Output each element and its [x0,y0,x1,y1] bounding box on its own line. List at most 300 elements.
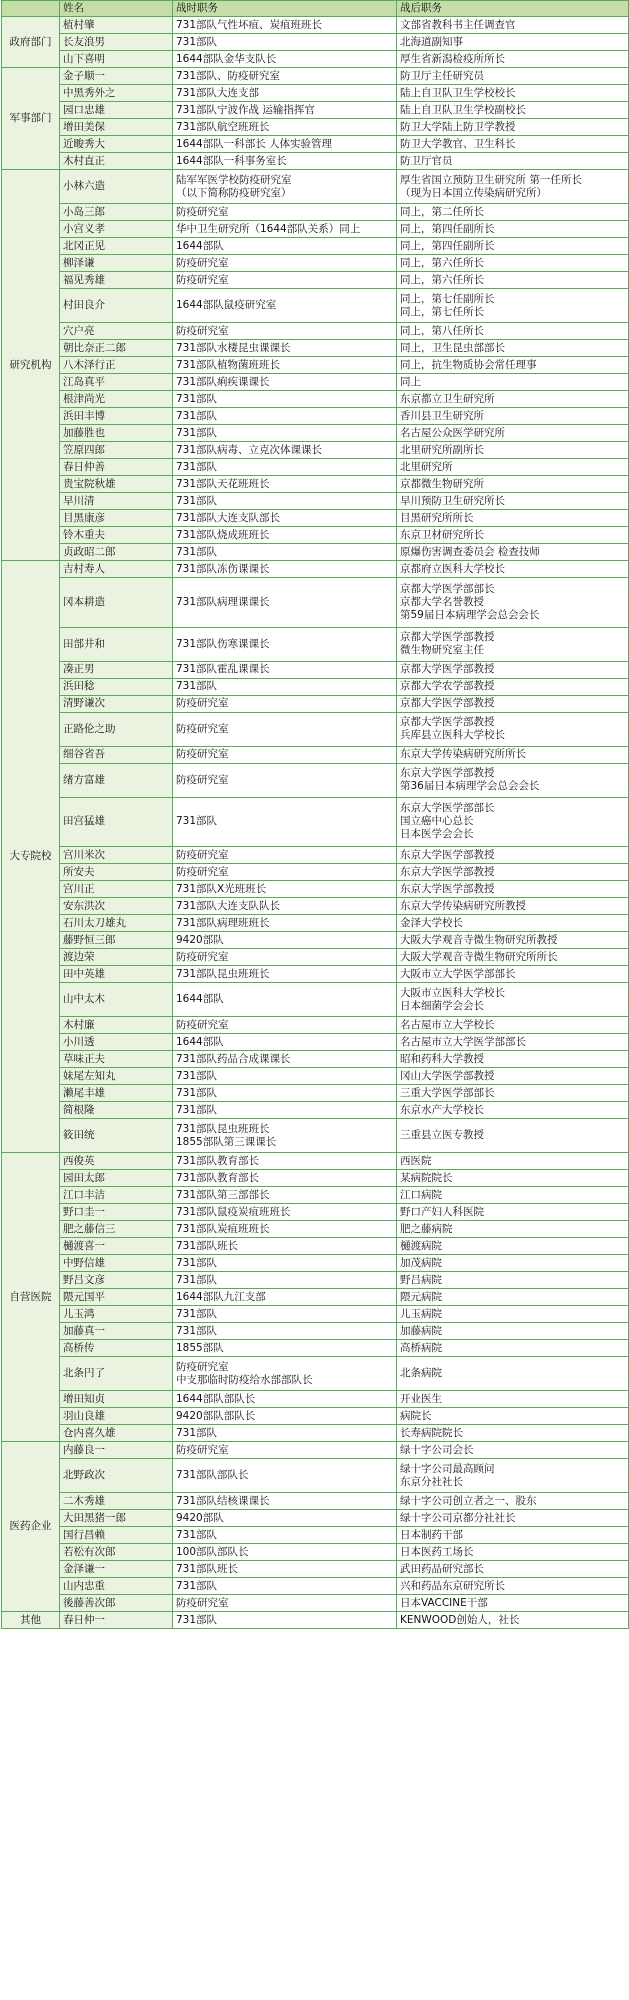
name-cell: 仓内喜久雄 [60,1425,173,1442]
wartime-post-cell [173,68,397,85]
postwar-post-line: 加茂病院 [400,1256,442,1269]
postwar-post-cell [397,1340,629,1357]
wartime-post-cell [173,238,397,255]
table-row [2,527,629,544]
wartime-post-line: 731部队部队长 [176,1469,249,1481]
table-row [2,627,629,661]
name-cell: 肥之藤信三 [60,1221,173,1238]
postwar-post-line: （现为日本国立传染病研究所） [400,186,547,199]
table-row [2,1255,629,1272]
wartime-post-line: 731部队航空班班长 [176,120,270,133]
wartime-post-cell [173,1357,397,1391]
wartime-post-cell [173,374,397,391]
wartime-post-cell [173,510,397,527]
postwar-post-line: 厚生省国立预防卫生研究所 第一任所长 [400,173,582,186]
category-cell: 医药企业 [2,1442,60,1612]
wartime-post-cell [173,1034,397,1051]
postwar-post-cell [397,561,629,578]
name-cell: 浜田丰博 [60,408,173,425]
wartime-post-cell [173,544,397,561]
wartime-post-cell [173,1612,397,1629]
wartime-post-line: 防疫研究室 [176,205,229,218]
postwar-post-cell [397,1255,629,1272]
wartime-post-line: 731部队、防疫研究室 [176,69,281,82]
name-cell: 正路伦之助 [60,712,173,746]
postwar-post-line: 昭和药科大学教授 [400,1052,484,1065]
wartime-post-line: 731部队 [176,1579,218,1592]
table-row [2,561,629,578]
name-cell: 江岛真平 [60,374,173,391]
name-cell: 野吕文彦 [60,1272,173,1289]
table-row [2,51,629,68]
name-cell: 藤野恒三郎 [60,932,173,949]
wartime-post-line: 1644部队 [176,993,224,1005]
wartime-post-line: 731部队霍乱课课长 [176,663,270,675]
wartime-post-cell [173,408,397,425]
postwar-post-line: 防卫大学陆上防卫学教授 [400,120,516,133]
postwar-post-cell [397,204,629,221]
wartime-post-line: 中支那临时防疫给水部部队长 [176,1373,313,1386]
table-row [2,136,629,153]
table-row [2,1306,629,1323]
wartime-post-cell [173,289,397,323]
postwar-post-line: 目黑研究所所长 [400,511,474,524]
postwar-post-cell [397,153,629,170]
postwar-post-line: 东京大学医学部教授 [400,882,495,895]
wartime-post-cell [173,340,397,357]
postwar-post-cell [397,459,629,476]
table-row [2,476,629,493]
postwar-post-line: KENWOOD创始人，社长 [400,1613,520,1626]
name-cell: 细谷省吾 [60,746,173,763]
postwar-post-line: 樋渡病院 [400,1239,442,1252]
table-row [2,797,629,847]
postwar-post-line: 京都大学医学部教授 [400,663,495,675]
postwar-post-line: 名古屋公众医学研究所 [400,426,505,439]
wartime-post-line: 100部队部队长 [176,1545,249,1558]
postwar-post-cell [397,1272,629,1289]
personnel-table [1,0,629,1629]
header-name: 姓名 [60,1,173,17]
wartime-post-cell [173,1561,397,1578]
postwar-post-line: 某病院院长 [400,1171,453,1184]
postwar-post-cell [397,323,629,340]
postwar-post-line: 儿玉病院 [400,1307,442,1320]
table-row [2,932,629,949]
postwar-post-cell [397,627,629,661]
postwar-post-cell [397,340,629,357]
wartime-post-cell [173,1051,397,1068]
wartime-post-cell [173,425,397,442]
postwar-post-line: 隈元病院 [400,1290,442,1303]
table-row [2,170,629,204]
postwar-post-cell [397,1425,629,1442]
postwar-post-line: 野口产妇人科医院 [400,1205,484,1218]
table-row [2,34,629,51]
wartime-post-cell [173,476,397,493]
postwar-post-line: 同上 [400,375,421,388]
postwar-post-line: 京都大学医学部部长 [400,582,495,595]
postwar-post-line: 野吕病院 [400,1273,442,1286]
postwar-post-cell [397,1493,629,1510]
postwar-post-cell [397,255,629,272]
wartime-post-line: 731部队烧成班班长 [176,528,270,541]
wartime-post-cell [173,17,397,34]
wartime-post-cell [173,1442,397,1459]
name-cell: 凑正男 [60,661,173,678]
wartime-post-line: 731部队 [176,1256,218,1269]
table-row [2,746,629,763]
postwar-post-cell [397,932,629,949]
name-cell: 早川清 [60,493,173,510]
table-row [2,102,629,119]
wartime-post-cell [173,527,397,544]
wartime-post-cell [173,1238,397,1255]
wartime-post-line: 防疫研究室 [176,722,229,735]
postwar-post-cell [397,712,629,746]
postwar-post-cell [397,493,629,510]
wartime-post-line: 防疫研究室 [176,748,229,760]
postwar-post-line: 日本医药工场长 [400,1545,474,1558]
wartime-post-cell [173,1578,397,1595]
postwar-post-line: 同上，第四任副所长 [400,222,495,235]
postwar-post-line: 同上，第八任所长 [400,324,484,337]
name-cell: 野口圭一 [60,1204,173,1221]
wartime-post-cell [173,1510,397,1527]
wartime-post-line: 731部队病理课课长 [176,595,270,608]
name-cell: 羽山良雄 [60,1408,173,1425]
name-cell: 筱田统 [60,1119,173,1153]
table-row [2,1408,629,1425]
table-row [2,712,629,746]
name-cell: 村田良介 [60,289,173,323]
name-cell: 柳泽谦 [60,255,173,272]
postwar-post-cell [397,1391,629,1408]
wartime-post-cell [173,323,397,340]
postwar-post-cell [397,1085,629,1102]
wartime-post-cell [173,34,397,51]
postwar-post-cell [397,578,629,628]
wartime-post-cell [173,85,397,102]
postwar-post-line: 绿十字公司会长 [400,1443,474,1456]
name-cell: 中黑秀外之 [60,85,173,102]
table-row [2,898,629,915]
name-cell: 八木泽行正 [60,357,173,374]
wartime-post-cell [173,1272,397,1289]
wartime-post-line: 1644部队一科事务室长 [176,154,287,167]
postwar-post-cell [397,238,629,255]
wartime-post-cell [173,1017,397,1034]
wartime-post-cell [173,1459,397,1493]
wartime-post-line: 防疫研究室 [176,1443,229,1456]
wartime-post-line: 731部队鼠疫炭疽班班长 [176,1205,291,1218]
postwar-post-line: 北海道副知事 [400,35,463,48]
postwar-post-line: 京都微生物研究所 [400,477,484,490]
wartime-post-cell [173,102,397,119]
wartime-post-line: 1644部队 [176,1035,224,1048]
postwar-post-line: 防卫厅官员 [400,154,453,167]
postwar-post-line: 大阪市立医科大学校长 [400,986,505,999]
wartime-post-line: 1644部队部队长 [176,1392,256,1405]
postwar-post-cell [397,357,629,374]
table-row [2,238,629,255]
table-row [2,153,629,170]
wartime-post-cell [173,221,397,238]
wartime-post-line: 731部队植物菌班班长 [176,358,281,371]
postwar-post-cell [397,1408,629,1425]
postwar-post-line: 微生物研究室主任 [400,644,484,656]
table-row [2,1289,629,1306]
postwar-post-cell [397,763,629,797]
wartime-post-line: 731部队 [176,545,218,558]
postwar-post-cell [397,1119,629,1153]
postwar-post-cell [397,966,629,983]
wartime-post-line: 731部队水棲昆虫课课长 [176,341,291,354]
postwar-post-cell [397,170,629,204]
table-row [2,763,629,797]
postwar-post-line: 文部省教科书主任调查官 [400,18,516,31]
category-cell: 研究机构 [2,170,60,561]
postwar-post-cell [397,1153,629,1170]
wartime-post-cell [173,864,397,881]
wartime-post-cell [173,983,397,1017]
table-row [2,1238,629,1255]
postwar-post-line: 日本医学会会长 [400,828,474,841]
wartime-post-line: 731部队X光班班长 [176,882,267,895]
postwar-post-line: 名古屋市立大学校长 [400,1018,495,1031]
postwar-post-line: 京都大学农学部教授 [400,680,495,692]
wartime-post-cell [173,119,397,136]
wartime-post-line: 731部队班长 [176,1562,239,1575]
postwar-post-cell [397,1306,629,1323]
table-row [2,17,629,34]
postwar-post-line: 北条病院 [400,1367,442,1379]
wartime-post-line: 731部队大连支部 [176,86,260,99]
postwar-post-cell [397,1204,629,1221]
postwar-post-cell [397,442,629,459]
wartime-post-line: 731部队气性坏疽、炭疽班班长 [176,18,323,31]
postwar-post-line: 第36届日本病理学会总会会长 [400,780,540,792]
wartime-post-cell [173,1408,397,1425]
postwar-post-line: 东京大学传染病研究所所长 [400,748,526,760]
postwar-post-line: 兴和药品东京研究所长 [400,1579,505,1592]
postwar-post-line: 日本细菌学会会长 [400,999,484,1012]
wartime-post-line: 731部队炭疽班班长 [176,1222,270,1235]
table-row [2,1187,629,1204]
postwar-post-line: 江口病院 [400,1188,442,1201]
wartime-post-line: 731部队大连支队队长 [176,899,281,912]
postwar-post-cell [397,1221,629,1238]
wartime-post-cell [173,272,397,289]
table-row [2,1578,629,1595]
table-row [2,1340,629,1357]
postwar-post-line: 东京卫材研究所长 [400,528,484,541]
postwar-post-line: 日本制药干部 [400,1528,463,1541]
wartime-post-cell [173,966,397,983]
postwar-post-line: 同上，抗生物质协会常任理事 [400,358,537,371]
wartime-post-line: 731部队冻伤课课长 [176,562,270,575]
postwar-post-line: 国立癌中心总长 [400,815,474,828]
table-row [2,678,629,695]
table-row [2,915,629,932]
postwar-post-cell [397,864,629,881]
wartime-post-line: 1644部队金华支队长 [176,52,277,65]
wartime-post-cell [173,1289,397,1306]
category-cell: 政府部门 [2,17,60,68]
table-row [2,1170,629,1187]
name-cell: 根津尚光 [60,391,173,408]
wartime-post-cell [173,881,397,898]
category-cell: 大专院校 [2,561,60,1153]
postwar-post-cell [397,102,629,119]
name-cell: 隈元国平 [60,1289,173,1306]
category-cell: 军事部门 [2,68,60,170]
category-cell: 自营医院 [2,1153,60,1442]
wartime-post-cell [173,578,397,628]
name-cell: 近畯秀大 [60,136,173,153]
wartime-post-line: 防疫研究室 [176,1360,229,1373]
postwar-post-cell [397,881,629,898]
table-row [2,1272,629,1289]
wartime-post-line: 陆军军医学校防疫研究室 [176,173,292,186]
wartime-post-line: 731部队药品合成课课长 [176,1052,291,1065]
postwar-post-cell [397,408,629,425]
name-cell: 儿玉鸿 [60,1306,173,1323]
wartime-post-line: 731部队伤寒课课长 [176,637,270,650]
name-cell: 妹尾左知丸 [60,1068,173,1085]
header-wartime-post: 战时职务 [173,1,397,17]
postwar-post-cell [397,289,629,323]
name-cell: 山下喜明 [60,51,173,68]
wartime-post-cell [173,170,397,204]
table-row [2,1085,629,1102]
postwar-post-cell [397,374,629,391]
name-cell: 增田美保 [60,119,173,136]
postwar-post-line: 病院长 [400,1409,432,1422]
wartime-post-line: 731部队教育部长 [176,1171,260,1184]
postwar-post-cell [397,51,629,68]
wartime-post-cell [173,51,397,68]
postwar-post-line: 大阪大学观音寺微生物研究所教授 [400,933,558,946]
wartime-post-line: 731部队 [176,494,218,507]
wartime-post-cell [173,1068,397,1085]
wartime-post-line: 9420部队 [176,1511,224,1524]
wartime-post-line: 防疫研究室 [176,256,229,269]
wartime-post-cell [173,797,397,847]
wartime-post-line: 9420部队 [176,933,224,946]
wartime-post-line: 1855部队第三课课长 [176,1135,277,1148]
wartime-post-cell [173,712,397,746]
name-cell: 内藤良一 [60,1442,173,1459]
wartime-post-line: （以下简称防疫研究室） [176,186,292,199]
name-cell: 金子顺一 [60,68,173,85]
name-cell: 春日仲一 [60,1612,173,1629]
table-row [2,374,629,391]
name-cell: 北条円了 [60,1357,173,1391]
wartime-post-cell [173,1340,397,1357]
wartime-post-line: 731部队 [176,1426,218,1439]
name-cell: 二木秀雄 [60,1493,173,1510]
table-row [2,661,629,678]
postwar-post-line: 武田药品研究部长 [400,1562,484,1575]
postwar-post-line: 高桥病院 [400,1341,442,1354]
table-row [2,357,629,374]
wartime-post-line: 731部队 [176,409,218,422]
postwar-post-line: 京都大学医学部教授 [400,716,495,728]
postwar-post-cell [397,272,629,289]
name-cell: 濑尾丰雄 [60,1085,173,1102]
table-row [2,1017,629,1034]
postwar-post-cell [397,1102,629,1119]
postwar-post-cell [397,1544,629,1561]
postwar-post-line: 肥之藤病院 [400,1222,453,1235]
postwar-post-line: 西医院 [400,1154,432,1167]
wartime-post-cell [173,493,397,510]
wartime-post-line: 731部队教育部长 [176,1154,260,1167]
wartime-post-line: 华中卫生研究所（1644部队关系）同上 [176,222,361,235]
name-cell: 江口丰洁 [60,1187,173,1204]
postwar-post-line: 同上，第七任所长 [400,305,484,318]
name-cell: 木村廉 [60,1017,173,1034]
table-row [2,544,629,561]
postwar-post-line: 名古屋市立大学医学部部长 [400,1035,526,1048]
postwar-post-cell [397,898,629,915]
table-row [2,68,629,85]
wartime-post-cell [173,695,397,712]
postwar-post-line: 同上，第二任所长 [400,205,484,218]
postwar-post-cell [397,425,629,442]
table-row [2,966,629,983]
postwar-post-line: 三重县立医专教授 [400,1129,484,1141]
postwar-post-cell [397,544,629,561]
wartime-post-line: 731部队结核课课长 [176,1494,270,1507]
postwar-post-line: 京都大学名誉教授 [400,595,484,608]
wartime-post-line: 防疫研究室 [176,848,229,861]
wartime-post-line: 1644部队九江支部 [176,1290,266,1303]
postwar-post-line: 东京大学医学部教授 [400,848,495,861]
postwar-post-cell [397,847,629,864]
table-row [2,1527,629,1544]
name-cell: 浜田稔 [60,678,173,695]
name-cell: 高桥传 [60,1340,173,1357]
name-cell: 渡边荣 [60,949,173,966]
postwar-post-cell [397,1595,629,1612]
wartime-post-line: 防疫研究室 [176,865,229,878]
table-row [2,510,629,527]
table-row [2,1544,629,1561]
postwar-post-cell [397,476,629,493]
name-cell: 福见秀雄 [60,272,173,289]
wartime-post-line: 731部队第三部部长 [176,1188,270,1201]
postwar-post-cell [397,1017,629,1034]
postwar-post-cell [397,85,629,102]
wartime-post-line: 防疫研究室 [176,273,229,286]
wartime-post-cell [173,1595,397,1612]
wartime-post-cell [173,898,397,915]
wartime-post-line: 731部队昆虫班班长 [176,1122,270,1135]
wartime-post-cell [173,1255,397,1272]
wartime-post-line: 731部队 [176,680,218,692]
wartime-post-line: 1855部队 [176,1341,224,1354]
postwar-post-line: 防卫厅主任研究员 [400,69,484,82]
wartime-post-line: 731部队 [176,1103,218,1116]
postwar-post-line: 绿十字公司最高顾问 [400,1462,495,1475]
name-cell: 北野政次 [60,1459,173,1493]
table-row [2,85,629,102]
name-cell: 若松有次郎 [60,1544,173,1561]
table-row [2,847,629,864]
wartime-post-line: 1644部队鼠疫研究室 [176,299,277,311]
